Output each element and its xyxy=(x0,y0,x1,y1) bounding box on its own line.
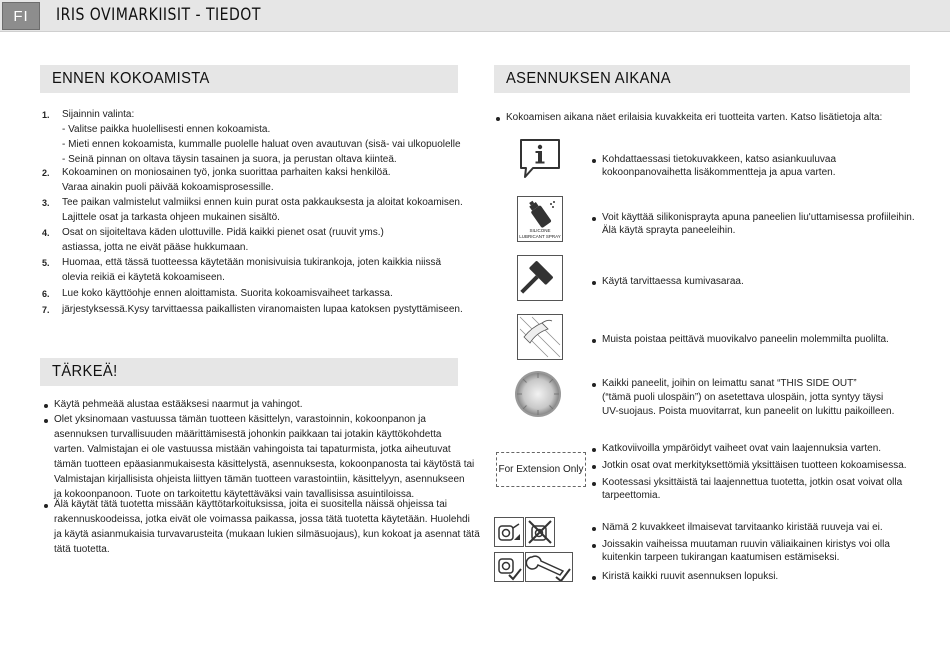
item-text: - Seinä pinnan on oltava täysin tasainen ja suora, ja perustan oltava kiinteä. xyxy=(62,154,397,165)
extension-text: Jotkin osat ovat merkityksettömiä yksittäisen tuotteen kokoamisessa. xyxy=(602,460,907,471)
item-text: tätä tuotetta. xyxy=(54,544,110,555)
info-icon xyxy=(517,136,563,182)
spray-icon-label: SILICONE xyxy=(529,228,551,233)
spray-text: Voit käyttää silikonisprayta apuna paneelien liu'uttamisessa profiileihin. xyxy=(602,212,915,223)
mallet-icon xyxy=(517,255,563,301)
bullet xyxy=(496,117,500,121)
item-text: Sijainnin valinta: xyxy=(62,109,135,120)
item-number: 5. xyxy=(42,258,50,268)
screw-text: Nämä 2 kuvakkeet ilmaisevat tarvitaanko kiristää ruuveja vai ei. xyxy=(602,522,883,533)
item-number: 3. xyxy=(42,198,50,208)
spray-text: Älä käytä sprayta paneeleihin. xyxy=(602,225,736,236)
section-heading-important xyxy=(40,358,458,386)
screw-no-tighten-icon xyxy=(525,517,555,547)
bullet xyxy=(592,281,596,285)
bullet xyxy=(592,482,596,486)
item-text: Käytä pehmeää alustaa estääksesi naarmut ja vahingot. xyxy=(54,399,303,410)
document-title: IRIS OVIMARKIISIT - TIEDOT xyxy=(56,5,261,25)
film-text: Muista poistaa peittävä muovikalvo paneelin molemmilta puolilta. xyxy=(602,334,889,345)
bullet xyxy=(592,465,596,469)
item-text: järjestyksessä.Kysy tarvittaessa paikallisten viranomaisten lupaa katoksen pystyttämiseen. xyxy=(62,304,463,315)
film-removal-icon xyxy=(517,314,563,360)
section-heading-during xyxy=(494,65,910,93)
bullet xyxy=(592,448,596,452)
screw-text: Kiristä kaikki ruuvit asennuksen lopuksi. xyxy=(602,571,779,582)
screw-text: Joissakin vaiheissa muutaman ruuvin väliaikainen kiristys voi olla xyxy=(602,539,890,550)
item-number: 6. xyxy=(42,289,50,299)
bullet xyxy=(44,404,48,408)
item-text: ja kokoonpanoon. Tuote on tarkoitettu käytettäväksi vain tavallisissa asuintiloissa. xyxy=(54,489,415,500)
item-text: olevia reikiä ei käytetä kokoamiseen. xyxy=(62,272,225,283)
item-text: astiassa, jotta ne eivät pääse hukkumaan. xyxy=(62,242,249,253)
bullet xyxy=(592,527,596,531)
item-text: Valmistajan kirjallisista ohjeista liittyen tämän tuotteen varastointiin, käsittelyyn, asennukseen xyxy=(54,474,465,485)
item-text: Olet yksinomaan vastuussa tämän tuotteen käsittelyn, varastoinnin, kokoonpanon ja xyxy=(54,414,426,425)
bullet xyxy=(592,383,596,387)
sun-text: UV-suojaus. Poista muovitarrat, kun paneelit on lukittu paikoilleen. xyxy=(602,406,895,417)
item-text: - Mieti ennen kokoamista, kummalle puolelle haluat oven avautuvan (sisä- vai ulkopuolelle xyxy=(62,139,461,150)
screw-tighten-hand-icon xyxy=(494,517,524,547)
item-number: 4. xyxy=(42,228,50,238)
item-text: varten. Valmistajan ei ole vastuussa mistään vahingoista tai tapaturmista, jotka aiheutuvat xyxy=(54,444,451,455)
item-text: Lue koko käyttöohje ennen aloittamista. Suorita kokoamisvaiheet tarkassa. xyxy=(62,288,393,299)
item-text: Lajittele osat ja tarkasta ohjeen mukainen sisältö. xyxy=(62,212,280,223)
item-text: rakennuskoodeissa, jotka eivät ole voimassa paikassa, jossa tätä tuotetta käytetään. Huolehdi xyxy=(54,514,470,525)
extension-text: Kootessasi yksittäistä tai laajennettua tuotetta, jotkin osat voivat olla xyxy=(602,477,903,488)
bullet xyxy=(592,576,596,580)
item-text: Tee paikan valmistelut valmiiksi ennen kuin purat osta pakkauksesta ja aloitat kokoamisen. xyxy=(62,197,463,208)
section-heading-during-text: ASENNUKSEN AIKANA xyxy=(506,70,671,87)
bullet xyxy=(592,217,596,221)
section-heading-important-text: TÄRKEÄ! xyxy=(52,363,118,380)
extension-text: Katkoviivoilla ympäröidyt vaiheet ovat vain laajennuksia varten. xyxy=(602,443,882,454)
spray-icon-label: LUBRICANT SPRAY xyxy=(519,234,561,239)
top-bar xyxy=(0,0,950,32)
section-heading-before xyxy=(40,65,458,93)
item-text: tämän tuotteen epäasianmukaisesta käsittelystä, asennuksesta, kokoonpanosta tai käytöstä tai xyxy=(54,459,475,470)
item-number: 2. xyxy=(42,168,50,178)
bullet xyxy=(592,544,596,548)
item-text: asennuksen turvallisuuden määrittämisestä johonkin paikkaan tai jotakin käyttökohdetta xyxy=(54,429,442,440)
screw-text: kuitenkin tarpeen tukirangan kaatumisen estämiseksi. xyxy=(602,552,840,563)
wrench-tighten-icon xyxy=(525,552,573,582)
item-text: Osat on sijoiteltava käden ulottuville. Pidä kaikki pienet osat (ruuvit yms.) xyxy=(62,227,384,238)
item-number: 7. xyxy=(42,305,50,315)
intro-text: Kokoamisen aikana näet erilaisia kuvakkeita eri tuotteita varten. Katso lisätietoja alta: xyxy=(506,112,883,123)
extension-only-label: For Extension Only xyxy=(498,464,584,475)
item-text: Kokoaminen on moniosainen työ, jonka suorittaa parhaiten kaksi henkilöä. xyxy=(62,167,391,178)
mallet-text: Käytä tarvittaessa kumivasaraa. xyxy=(602,276,744,287)
language-badge: FI xyxy=(2,2,40,30)
item-number: 1. xyxy=(42,110,50,120)
bullet xyxy=(44,419,48,423)
silicone-spray-icon xyxy=(517,196,563,242)
extension-text: tarpeettomia. xyxy=(602,490,661,501)
item-text: Varaa ainakin puoli päivää kokoamisprosessille. xyxy=(62,182,274,193)
screw-partial-icon xyxy=(494,552,524,582)
extension-only-box xyxy=(496,452,586,487)
item-text: - Valitse paikka huolellisesti ennen kokoamista. xyxy=(62,124,271,135)
sun-uv-icon xyxy=(513,369,563,419)
item-text: Älä käytät tätä tuotetta missään käyttötarkoituksissa, joita ei suositella näissä ohjeissa tai xyxy=(54,499,447,510)
sun-text: (“tämä puoli ulospäin”) on asetettava ulospäin, jotta syntyy täysi xyxy=(602,392,884,403)
item-text: Huomaa, että tässä tuotteessa käytetään monisivuisia tukirankoja, joten kaikkia niissä xyxy=(62,257,442,268)
item-text: ja käytä asianmukaisia turvavarusteita (mukaan lukien silmäsuojaus), kun kokoat ja asennat tätä xyxy=(54,529,480,540)
bullet xyxy=(592,339,596,343)
bullet xyxy=(44,504,48,508)
section-heading-before-text: ENNEN KOKOAMISTA xyxy=(52,70,210,87)
sun-text: Kaikki paneelit, joihin on leimattu sanat “THIS SIDE OUT” xyxy=(602,378,857,389)
info-text: kokoonpanovaihetta lisäkommentteja ja apua varten. xyxy=(602,167,836,178)
bullet xyxy=(592,159,596,163)
info-text: Kohdattaessasi tietokuvakkeen, katso asiankuuluvaa xyxy=(602,154,837,165)
